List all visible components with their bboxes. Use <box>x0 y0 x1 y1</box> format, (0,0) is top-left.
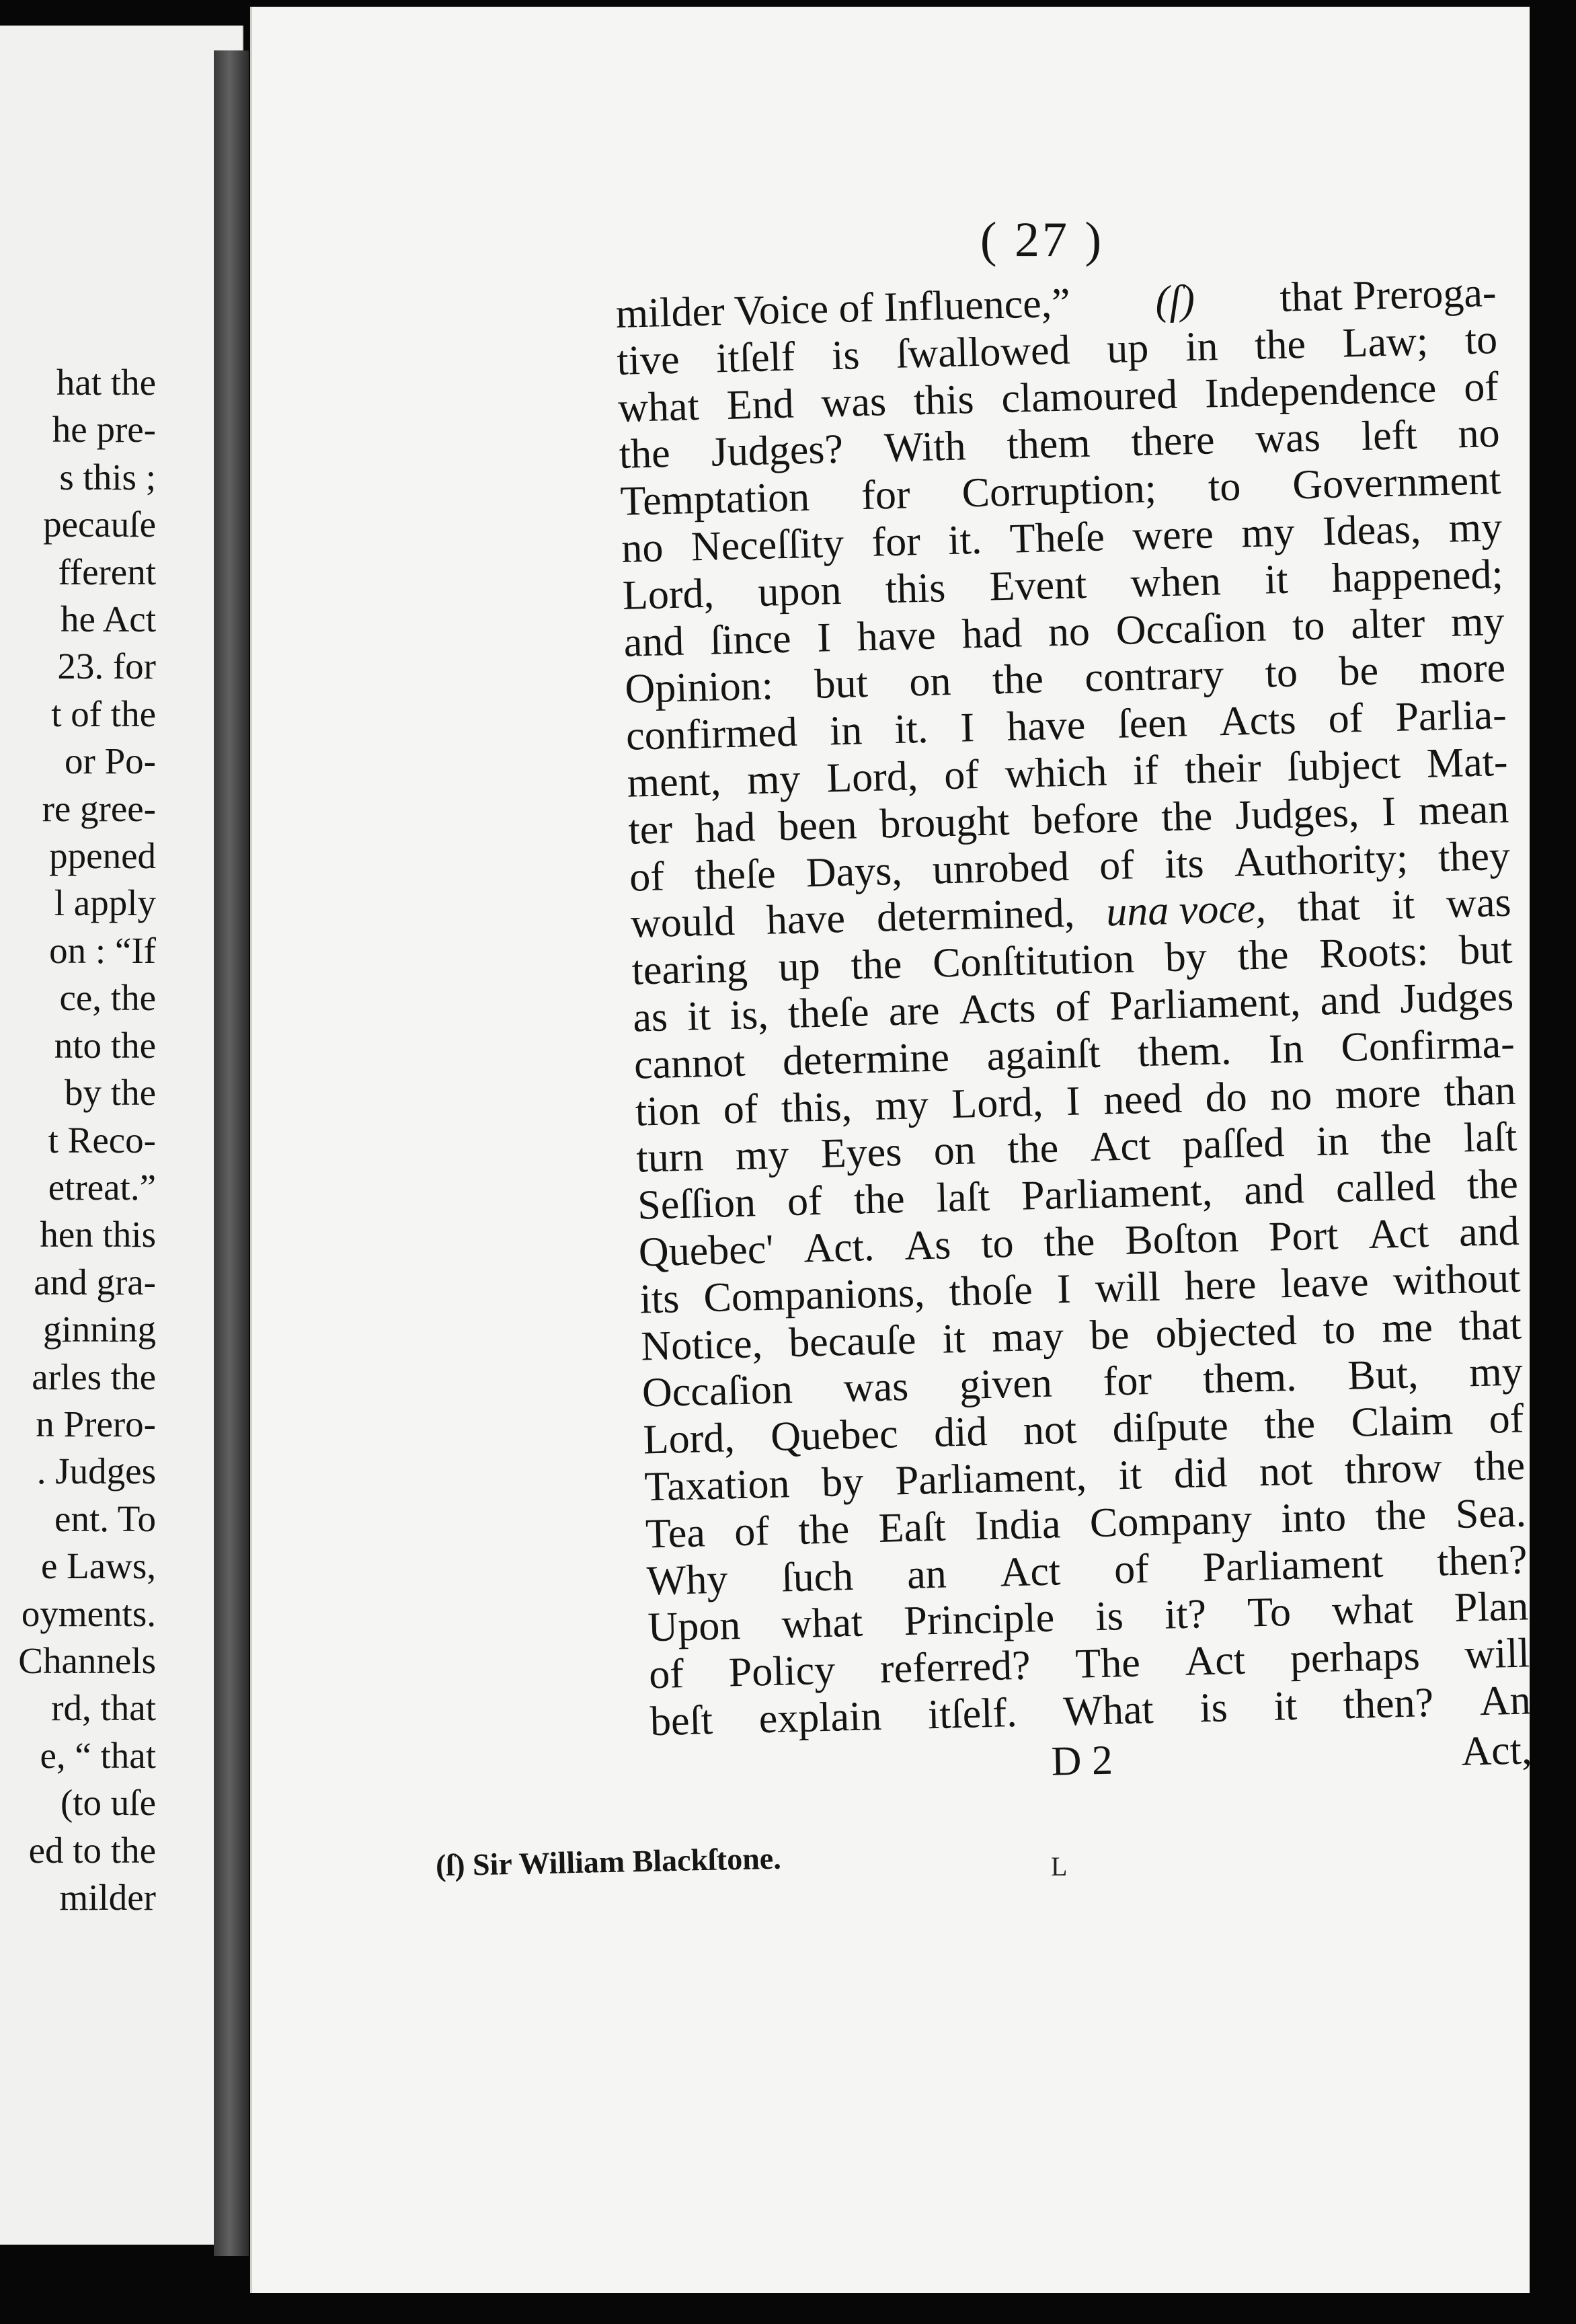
word: referred? <box>879 1642 1031 1693</box>
word: it <box>1264 556 1289 603</box>
word: End <box>725 381 795 428</box>
left-page-line: ent. To <box>54 1498 156 1539</box>
word: Eaſt <box>877 1504 947 1551</box>
left-page-line: t of the <box>51 693 156 734</box>
word: been <box>777 802 858 850</box>
word: Eyes <box>820 1129 903 1177</box>
word: and <box>1458 1208 1520 1255</box>
word: Judges <box>1399 973 1514 1022</box>
word: up <box>1106 325 1150 372</box>
word: and <box>1243 1166 1305 1214</box>
word: will <box>1095 1264 1161 1311</box>
word: my <box>1448 504 1503 551</box>
word: of <box>648 1651 684 1698</box>
word: of <box>629 853 665 900</box>
word: brought <box>879 798 1011 847</box>
word: that Preroga- <box>1279 269 1497 321</box>
left-page-line: fferent <box>58 551 156 592</box>
word: is <box>831 332 861 379</box>
word: itſelf. <box>927 1689 1018 1738</box>
left-page-line: hen this <box>40 1214 156 1255</box>
left-page-line: by the <box>65 1072 156 1114</box>
word: of <box>1054 984 1091 1031</box>
word: What <box>1062 1686 1154 1735</box>
word: laſt <box>935 1173 990 1221</box>
left-page-line: (to uſe <box>60 1782 156 1824</box>
word: but <box>814 660 869 708</box>
word: will <box>1464 1630 1530 1678</box>
word: be <box>1089 1311 1130 1358</box>
word: its <box>1164 840 1205 887</box>
word: Event <box>988 561 1088 610</box>
word: againſt <box>986 1030 1101 1079</box>
word: were <box>1132 511 1214 559</box>
word: it <box>1273 1682 1298 1730</box>
word: what <box>617 383 700 431</box>
word: Lord, <box>826 753 919 802</box>
word: Plan <box>1454 1583 1530 1631</box>
left-page-line: he Act <box>60 598 156 640</box>
word: To <box>1247 1589 1292 1636</box>
word: it. <box>947 516 983 564</box>
word: is <box>1095 1593 1124 1640</box>
word: Act <box>1368 1210 1429 1257</box>
word: the <box>1007 1125 1059 1173</box>
word: be <box>1338 648 1379 695</box>
word: contrary <box>1084 652 1224 701</box>
word: if <box>1132 747 1159 794</box>
word: of <box>1099 841 1135 889</box>
word: paſſed <box>1181 1120 1286 1169</box>
word: Occaſion <box>1115 604 1267 654</box>
word: before <box>1031 794 1140 843</box>
word: Parliament, <box>1021 1168 1213 1219</box>
word: have <box>1006 702 1087 750</box>
word: no <box>1048 608 1091 655</box>
word: them. <box>1202 1354 1298 1403</box>
left-page-line: ppened <box>49 835 156 877</box>
left-page-line: hat the <box>56 362 156 403</box>
left-page-line: or Po- <box>65 740 156 782</box>
word: the <box>850 941 903 989</box>
left-page-line: ce, the <box>59 977 156 1019</box>
word: Port <box>1268 1212 1339 1260</box>
word: by <box>1164 933 1208 981</box>
left-page-line: . Judges <box>36 1450 156 1492</box>
word: need <box>1103 1075 1183 1124</box>
word: Theſe <box>1009 514 1105 562</box>
word: the <box>1236 931 1290 979</box>
left-page-line: n Prero- <box>36 1403 156 1444</box>
word: was <box>1255 414 1321 463</box>
word: Ideas, <box>1322 506 1422 555</box>
word: I <box>1056 1266 1072 1313</box>
word: of <box>1327 695 1364 742</box>
word: Policy <box>727 1647 836 1696</box>
word: Temptation <box>619 474 810 525</box>
word: to <box>1292 602 1326 650</box>
word: tive <box>616 336 680 384</box>
word: on <box>908 658 952 705</box>
word: Lord, <box>642 1415 736 1463</box>
word: unrobed <box>932 843 1070 893</box>
left-page-line: milder <box>59 1877 156 1918</box>
word: Parliament <box>1201 1540 1384 1590</box>
word: in <box>1315 1118 1349 1165</box>
word: my <box>735 1132 789 1179</box>
main-page <box>250 7 1533 2293</box>
word: by <box>821 1459 865 1506</box>
word: did <box>933 1409 988 1457</box>
word: Parliament, <box>895 1453 1087 1504</box>
word: was <box>842 1364 909 1411</box>
word: the <box>1263 1401 1316 1448</box>
word: the <box>797 1506 851 1553</box>
left-page-line: e Laws, <box>40 1545 156 1587</box>
word: Act <box>1184 1637 1246 1685</box>
word: on <box>933 1127 976 1175</box>
word: Acts <box>958 985 1037 1033</box>
word: Company <box>1089 1496 1253 1547</box>
word: than <box>1443 1067 1517 1115</box>
word: it <box>686 993 711 1040</box>
word: alter <box>1350 600 1426 648</box>
word: this, <box>781 1083 853 1131</box>
word: this <box>913 376 975 424</box>
word: was <box>820 378 887 426</box>
word: becauſe <box>788 1317 917 1366</box>
signature-mark: D 2 <box>1050 1737 1113 1785</box>
word: of <box>787 1178 823 1225</box>
word: Conſtitution <box>932 935 1135 986</box>
word: for <box>861 471 911 519</box>
left-page-line: arles the <box>32 1356 156 1397</box>
word: ment, <box>627 758 722 806</box>
word: to <box>1464 316 1498 363</box>
word: ſince <box>709 615 792 664</box>
word: that <box>1458 1302 1522 1350</box>
word: no <box>1269 1072 1313 1120</box>
word: had <box>695 804 756 852</box>
word: it? <box>1164 1591 1207 1638</box>
word: the <box>853 1176 906 1223</box>
word: more <box>1419 645 1506 693</box>
word: ſeen <box>1117 699 1188 748</box>
word: of <box>1113 1545 1150 1592</box>
word: objected <box>1154 1307 1298 1357</box>
word: throw <box>1344 1444 1443 1493</box>
word: which <box>1004 748 1108 798</box>
word: Parliament, <box>1109 978 1302 1030</box>
page-number: ( 27 ) <box>980 212 1105 268</box>
word: do <box>1204 1073 1248 1121</box>
word: up <box>777 943 821 991</box>
word: have <box>766 896 846 944</box>
word: milder Voice of Influence,” <box>615 280 1071 337</box>
word: Act <box>1089 1123 1152 1171</box>
left-page-line: on : “If <box>49 929 156 971</box>
word: An <box>1479 1677 1532 1725</box>
word: left <box>1361 412 1418 460</box>
word: The <box>1074 1639 1141 1687</box>
word: of <box>1463 363 1499 410</box>
word: would <box>630 898 736 947</box>
word: as <box>632 994 668 1041</box>
word: Principle <box>903 1594 1056 1645</box>
left-page-line: ed to the <box>28 1829 156 1871</box>
word: may <box>991 1313 1064 1361</box>
word: without <box>1392 1255 1522 1304</box>
word: Independence <box>1204 364 1437 417</box>
word: to <box>980 1220 1015 1268</box>
left-page-line: and gra- <box>34 1261 156 1303</box>
word: theſe <box>787 989 870 1037</box>
word: Acts <box>1219 697 1297 745</box>
left-page-line: s this ; <box>59 456 156 498</box>
left-page-line: pecauſe <box>43 504 156 545</box>
word: the <box>1380 1116 1433 1163</box>
word: As <box>904 1222 952 1269</box>
left-page-line: oyments. <box>21 1592 156 1634</box>
word: Law; <box>1341 318 1429 366</box>
word: is, <box>730 991 769 1039</box>
word: no <box>621 525 664 572</box>
word: Opinion: <box>624 662 774 713</box>
word: In <box>1268 1025 1304 1073</box>
word: in <box>1185 323 1219 371</box>
left-page-line: l apply <box>54 882 156 924</box>
word: itſelf <box>715 334 796 382</box>
word: me <box>1381 1304 1433 1352</box>
left-page-text <box>0 359 156 1921</box>
word: Neceſſity <box>691 520 844 570</box>
word: Quebec <box>770 1411 899 1460</box>
word: its <box>639 1275 680 1323</box>
word: then? <box>1436 1536 1528 1585</box>
word: I <box>1066 1078 1081 1124</box>
left-page-line: 23. for <box>57 646 156 687</box>
word: happened; <box>1331 551 1504 601</box>
word: Lord, <box>622 570 715 619</box>
word: Government <box>1292 457 1502 508</box>
word: to <box>1322 1306 1356 1353</box>
word: what <box>1331 1586 1414 1634</box>
word: With <box>883 423 967 471</box>
word: but <box>1458 926 1513 974</box>
word: it <box>1117 1452 1142 1499</box>
left-page-line: e, “ that <box>40 1734 156 1776</box>
word: did <box>1173 1450 1228 1498</box>
word: here <box>1183 1261 1257 1309</box>
word: India <box>974 1501 1062 1549</box>
word: Mat- <box>1426 738 1509 787</box>
word: when <box>1130 557 1222 607</box>
left-facing-page <box>0 26 243 2245</box>
word: Authority; <box>1233 835 1409 886</box>
word: then? <box>1342 1679 1434 1728</box>
word: my <box>1468 1348 1524 1396</box>
word: there <box>1130 417 1216 465</box>
word: I <box>1381 788 1396 835</box>
word: tearing <box>631 945 748 994</box>
word: turn <box>635 1134 705 1182</box>
word: confirmed <box>625 709 798 759</box>
word: ſubject <box>1286 741 1401 790</box>
word: to <box>1208 463 1242 510</box>
word: Judges? <box>710 426 844 475</box>
word: that <box>1296 883 1361 931</box>
word: (ſ) <box>1154 276 1195 324</box>
word: diſpute <box>1111 1403 1229 1452</box>
word: my <box>1450 598 1505 646</box>
word: Notice, <box>640 1320 763 1370</box>
word: their <box>1184 744 1262 793</box>
left-page-line: t Reco- <box>48 1119 156 1161</box>
word: Boſton <box>1124 1214 1239 1264</box>
word: for <box>1102 1358 1152 1405</box>
word: into <box>1280 1494 1347 1542</box>
word: more <box>1334 1069 1421 1118</box>
word: the <box>1374 1492 1427 1539</box>
word: Confirma- <box>1340 1020 1515 1071</box>
stray-ink-mark: L <box>1051 1851 1068 1882</box>
word: of <box>734 1508 770 1555</box>
word: Quebec' <box>638 1226 775 1276</box>
word: Roots: <box>1318 928 1429 977</box>
word: of <box>943 751 980 799</box>
word: and <box>1319 976 1381 1024</box>
word: ter <box>627 806 673 853</box>
word: the <box>992 656 1044 703</box>
left-page-line: he pre- <box>52 409 156 451</box>
left-page-line: Channels <box>18 1639 156 1681</box>
body-text <box>615 270 1532 1798</box>
word: Taxation <box>643 1461 791 1510</box>
word: of <box>722 1085 759 1132</box>
word: Sea. <box>1454 1489 1527 1537</box>
word: have <box>856 612 937 660</box>
word: tion <box>634 1087 701 1135</box>
left-page-line: re gree- <box>42 787 156 829</box>
word: Act. <box>803 1223 875 1272</box>
word: is <box>1199 1684 1228 1732</box>
word: Tea <box>645 1510 706 1557</box>
word: not <box>1023 1406 1077 1454</box>
word: laſt <box>1463 1114 1518 1161</box>
word: determined, <box>876 890 1076 941</box>
word: and <box>623 618 685 666</box>
word: Corruption; <box>961 465 1157 516</box>
word: my <box>874 1081 929 1129</box>
word: ſwallowed <box>896 327 1071 377</box>
word: given <box>959 1360 1053 1409</box>
left-page-line: rd, that <box>51 1687 156 1729</box>
word: it <box>1390 882 1415 929</box>
word: cannot <box>633 1039 746 1088</box>
word: no <box>1457 410 1501 457</box>
word: mean <box>1418 785 1509 834</box>
word: it. <box>894 706 929 753</box>
word: an <box>906 1551 947 1598</box>
left-page-line: ginning <box>42 1309 156 1350</box>
word: ſuch <box>781 1553 854 1601</box>
word: I <box>816 614 832 661</box>
word: of <box>1488 1395 1525 1442</box>
word: what <box>781 1599 863 1648</box>
word: the <box>1473 1442 1526 1490</box>
word: not <box>1259 1448 1313 1496</box>
word: are <box>888 987 941 1035</box>
catchword: Act, <box>1460 1727 1533 1775</box>
book-gutter <box>214 50 249 2256</box>
word: for <box>871 518 921 566</box>
word: Lord, <box>951 1079 1044 1127</box>
left-page-line: etreat.” <box>48 1166 156 1208</box>
word: was <box>1446 880 1512 927</box>
word: leave <box>1279 1258 1370 1307</box>
word: upon <box>757 567 842 615</box>
word: the <box>1466 1161 1519 1208</box>
word: called <box>1335 1163 1436 1212</box>
word: them. <box>1137 1027 1232 1076</box>
word: the <box>1254 321 1306 369</box>
word: them <box>1006 420 1091 469</box>
word: Seſſion <box>637 1179 756 1229</box>
word: it <box>941 1315 966 1362</box>
word: But, <box>1347 1351 1419 1399</box>
word: I <box>959 705 975 751</box>
word: this <box>884 564 947 613</box>
word: perhaps <box>1290 1633 1421 1682</box>
word: the <box>1160 793 1213 841</box>
word: Days, <box>805 847 903 896</box>
word: Claim <box>1350 1397 1454 1446</box>
word: in <box>829 707 863 754</box>
word: Act <box>999 1547 1061 1596</box>
word: clamoured <box>1000 371 1178 422</box>
word: to <box>1264 650 1298 697</box>
word: explain <box>758 1693 883 1742</box>
word: the <box>619 430 671 478</box>
word: theſe <box>694 851 777 898</box>
word: Parlia- <box>1394 691 1507 740</box>
word: the <box>1043 1218 1096 1266</box>
word: determine <box>782 1034 950 1084</box>
footnote: (ſ) Sir William Blackſtone. <box>435 1841 782 1883</box>
word: my <box>1240 509 1296 557</box>
word: had <box>961 609 1023 658</box>
word: Companions, <box>703 1269 926 1321</box>
word: they <box>1437 832 1511 880</box>
word: una voce, <box>1105 885 1267 935</box>
word: Why <box>646 1556 729 1604</box>
word: my <box>746 756 801 804</box>
word: Occaſion <box>641 1366 793 1416</box>
word: Upon <box>647 1602 742 1651</box>
left-page-line: nto the <box>54 1024 156 1066</box>
word: Judges, <box>1234 789 1360 839</box>
word: thoſe <box>948 1267 1033 1315</box>
word: beſt <box>649 1697 713 1745</box>
